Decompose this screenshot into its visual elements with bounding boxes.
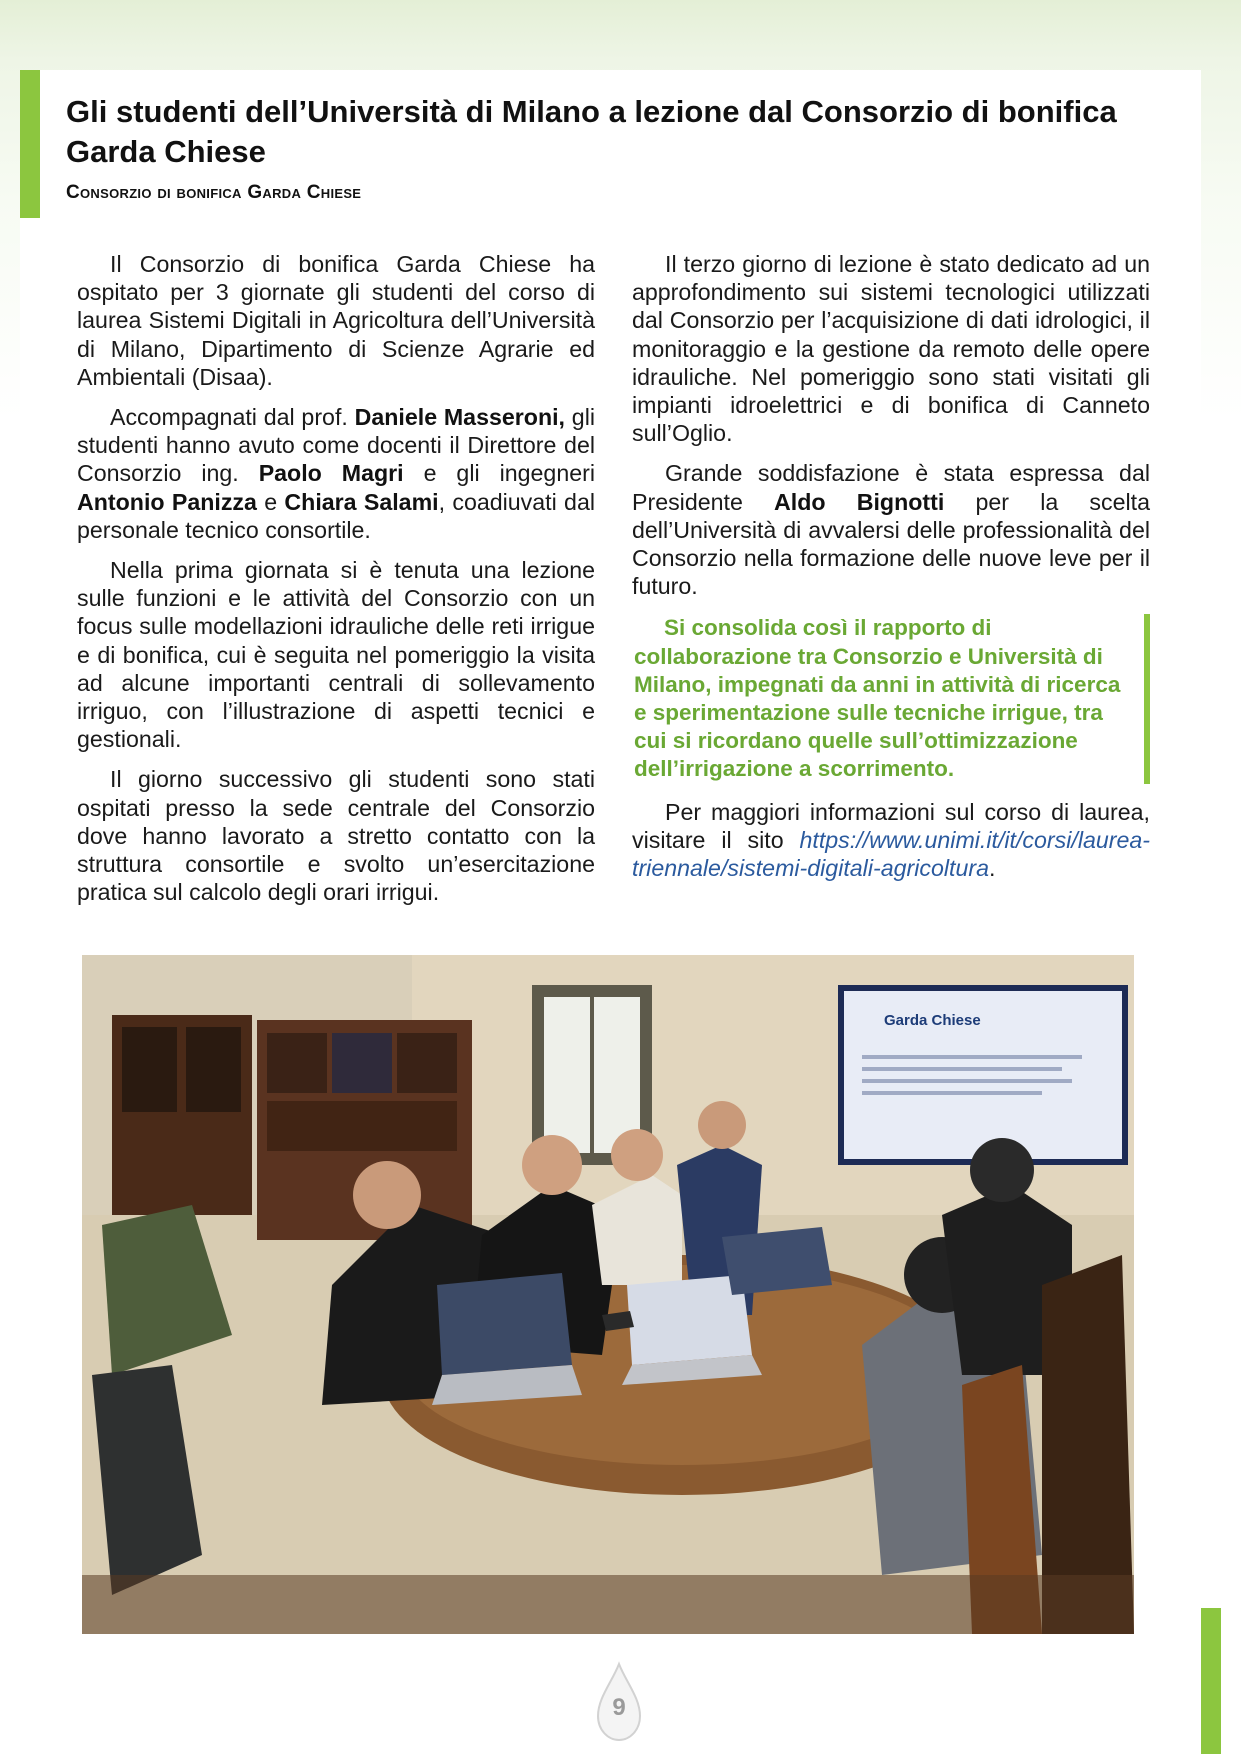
classroom-photo xyxy=(82,955,1134,1634)
person-name: Aldo Bignotti xyxy=(774,488,945,515)
page-number-badge xyxy=(592,1660,646,1744)
paragraph: Il Consorzio di bonifica Garda Chiese ha ospitato per 3 giornate gli studenti del corso di laurea Sistemi Digitali in Agricoltura dell’Università di Milano, Dipartimento di Scienze Agrarie ed Ambientali (Disaa). xyxy=(77,251,595,390)
corner-accent-bar xyxy=(1201,1608,1221,1754)
paragraph: Il giorno successivo gli studenti sono stati ospitati presso la sede centrale del Consorzio dove hanno lavorato a stretto contatto con la struttura consortile e svolto un’esercitazione pratica sul calcolo degli orari irrigui. xyxy=(77,766,595,906)
article-title: Gli studenti dell’Università di Milano a lezione dal Consorzio di bonifica Garda Chiese xyxy=(66,94,1117,169)
page-number: 9 xyxy=(612,1694,626,1721)
paragraph: Il terzo giorno di lezione è stato dedicato ad un approfondimento sui sistemi tecnologici utilizzati dal Consorzio per l’acquisizione di dati idrologici, il monitoraggio e la gestione da remoto delle opere idrauliche. Nel pomeriggio sono stati visitati gli impianti idroelettrici e di bonifica di Canneto sull’Oglio. xyxy=(632,251,1150,447)
person-name: Antonio Panizza xyxy=(77,488,257,515)
paragraph: Nella prima giornata si è tenuta una lezione sulle funzioni e le attività del Consorzio con un focus sulle modellazioni idrauliche delle reti irrigue e di bonifica, cui è seguita nel pomeriggio la visita ad alcune importanti centrali di sollevamento irriguo, con l’illustrazione di aspetti tecnici e gestionali. xyxy=(77,557,595,753)
paragraph: Per maggiori informazioni sul corso di laurea, visitare il sito https://www.unimi.it/it/corsi/laurea-triennale/sistemi-digitali-agricoltura. xyxy=(632,798,1150,882)
paragraph: Grande soddisfazione è stata espressa dal Presidente Aldo Bignotti per la scelta dell’Università di avvalersi delle professionalità del Consorzio nella formazione delle nuove leve per il futuro. xyxy=(632,460,1150,600)
paragraph: Accompagnati dal prof. Daniele Masseroni, gli studenti hanno avuto come docenti il Direttore del Consorzio ing. Paolo Magri e gli ingegneri Antonio Panizza e Chiara Salami, coadiuvati dal personale tecnico consortile. xyxy=(77,404,596,543)
title-accent-bar xyxy=(20,70,40,218)
pull-quote: Si consolida così il rapporto di collaborazione tra Consorzio e Università di Milano, impegnati da anni in attività di ricerca e sperimentazione sulle tecniche irrigue, tra cui si ricordano quelle sull’ottimizzazione dell’irrigazione a scorrimento. xyxy=(632,614,1150,783)
article-byline: Consorzio di bonifica Garda Chiese xyxy=(66,182,362,203)
course-link[interactable]: https://www.unimi.it/it/corsi/laurea-triennale/sistemi-digitali-agricoltura xyxy=(632,826,1150,882)
person-name: Paolo Magri xyxy=(258,460,404,487)
person-name: Chiara Salami xyxy=(284,488,439,515)
screen-brand: Garda Chiese xyxy=(884,1012,981,1029)
right-column xyxy=(632,250,1150,894)
person-name: Daniele Masseroni, xyxy=(354,404,566,431)
left-column xyxy=(77,250,595,918)
